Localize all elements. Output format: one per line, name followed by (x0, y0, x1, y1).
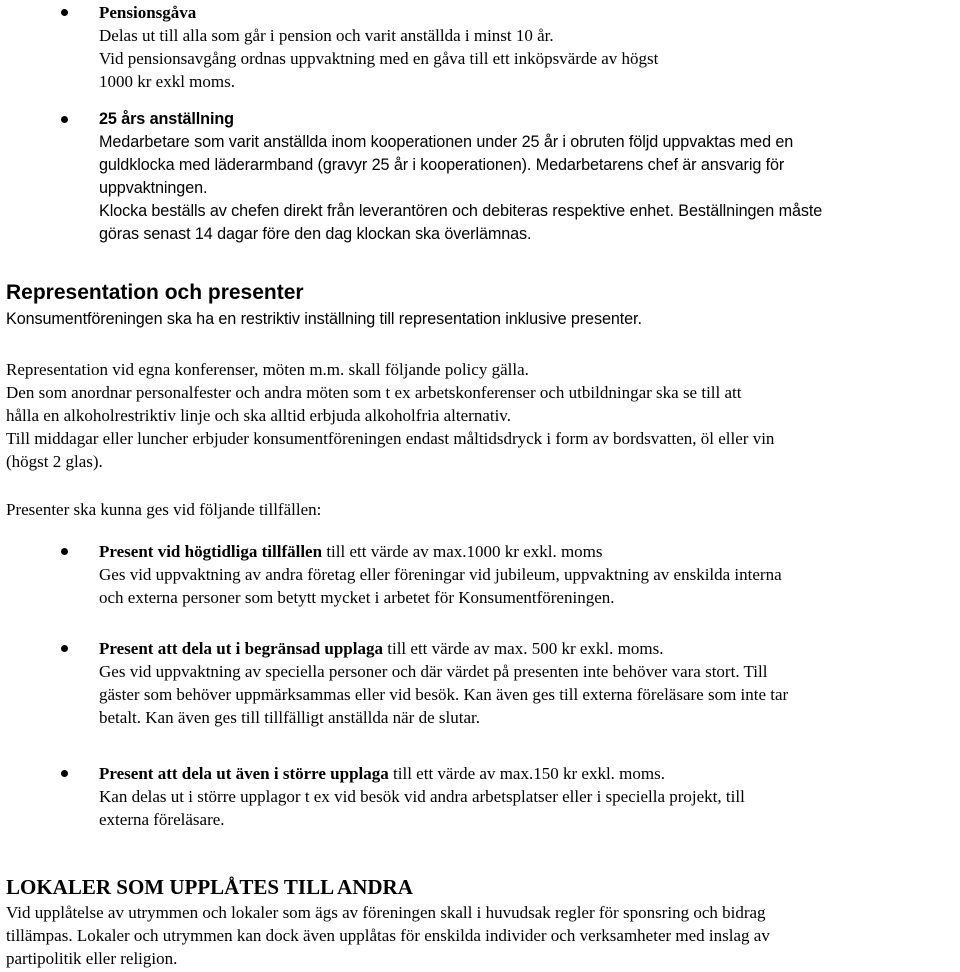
bullet-icon (61, 645, 68, 652)
present-headline (99, 637, 960, 660)
present-item (6, 762, 960, 831)
anniversary-25-title: 25 års anställning (99, 110, 234, 128)
bullet-icon (61, 770, 68, 777)
present-title: Present vid högtidliga tillfällen (99, 542, 323, 561)
anniversary-25-line: guldklocka med läderarmband (gravyr 25 år i kooperationen). Medarbetarens chef är ansvarig för (99, 156, 785, 174)
representation-line: Representation vid egna konferenser, möten m.m. skall följande policy gälla. (6, 360, 529, 379)
pension-gift-line: 1000 kr exkl moms. (99, 72, 235, 91)
anniversary-25-line: Klocka beställs av chefen direkt från leverantören och debiteras respektive enhet. Beställningen måste (99, 202, 823, 220)
present-line: gäster som behöver uppmärksammas eller vid besök. Kan även ges till externa föreläsare som inte tar (99, 685, 789, 704)
premises-line: tillämpas. Lokaler och utrymmen kan dock även upplåtas för enskilda individer och verksamheter med inslag av (6, 926, 770, 945)
representation-paragraph (6, 358, 960, 473)
bullet-icon (61, 116, 68, 123)
pension-gift-title: Pensionsgåva (99, 3, 197, 22)
representation-line: Till middagar eller luncher erbjuder konsumentföreningen endast måltidsdryck i form av bordsvatten, öl eller vin (6, 429, 775, 448)
present-headline (99, 540, 960, 563)
present-line: Ges vid uppvaktning av speciella personer och där värdet på presenten inte behöver vara stort. Till (99, 662, 768, 681)
presents-intro: Presenter ska kunna ges vid följande tillfällen: (6, 500, 322, 519)
anniversary-25-line: uppvaktningen. (99, 179, 208, 197)
anniversary-25-line: Medarbetare som varit anställda inom kooperationen under 25 år i obruten följd uppvaktas med en (99, 133, 794, 151)
present-line: betalt. Kan även ges till tillfälligt anställda när de slutar. (99, 708, 480, 727)
representation-line: (högst 2 glas). (6, 452, 103, 471)
present-line: Ges vid uppvaktning av andra företag eller föreningar vid jubileum, uppvaktning av enskilda interna (99, 565, 782, 584)
present-line: Kan delas ut i större upplagor t ex vid besök vid andra arbetsplatser eller i speciella projekt, till (99, 787, 745, 806)
present-line: externa föreläsare. (99, 810, 225, 829)
anniversary-25-line: göras senast 14 dagar före den dag klockan ska överlämnas. (99, 225, 532, 243)
premises-paragraph (6, 901, 960, 970)
bullet-icon (61, 548, 68, 555)
premises-line: Vid upplåtelse av utrymmen och lokaler som ägs av föreningen skall i huvudsak regler för sponsring och bidrag (6, 903, 766, 922)
present-value: till ett värde av max. 500 kr exkl. moms. (383, 639, 664, 658)
bullet-icon (61, 9, 68, 16)
present-headline (99, 762, 960, 785)
anniversary-25-item (6, 108, 960, 246)
representation-heading: Representation och presenter (6, 281, 304, 304)
present-title: Present att dela ut även i större upplaga (99, 764, 389, 783)
representation-line: hålla en alkoholrestriktiv linje och ska alltid erbjuda alkoholfria alternativ. (6, 406, 511, 425)
present-line: och externa personer som betytt mycket i arbetet för Konsumentföreningen. (99, 588, 615, 607)
premises-line: partipolitik eller religion. (6, 949, 178, 968)
present-item (6, 540, 960, 609)
pension-gift-line: Vid pensionsavgång ordnas uppvaktning med en gåva till ett inköpsvärde av högst (99, 49, 659, 68)
present-item (6, 637, 960, 729)
pension-gift-item (6, 1, 960, 93)
present-value: till ett värde av max.1000 kr exkl. moms (322, 542, 603, 561)
pension-gift-line: Delas ut till alla som går i pension och varit anställda i minst 10 år. (99, 26, 554, 45)
premises-heading: LOKALER SOM UPPLÅTES TILL ANDRA (6, 875, 413, 899)
present-value: till ett värde av max.150 kr exkl. moms. (388, 764, 665, 783)
representation-intro: Konsumentföreningen ska ha en restriktiv inställning till representation inklusive presenter. (6, 310, 642, 328)
present-title: Present att dela ut i begränsad upplaga (99, 639, 383, 658)
representation-line: Den som anordnar personalfester och andra möten som t ex arbetskonferenser och utbildningar ska se till att (6, 383, 742, 402)
